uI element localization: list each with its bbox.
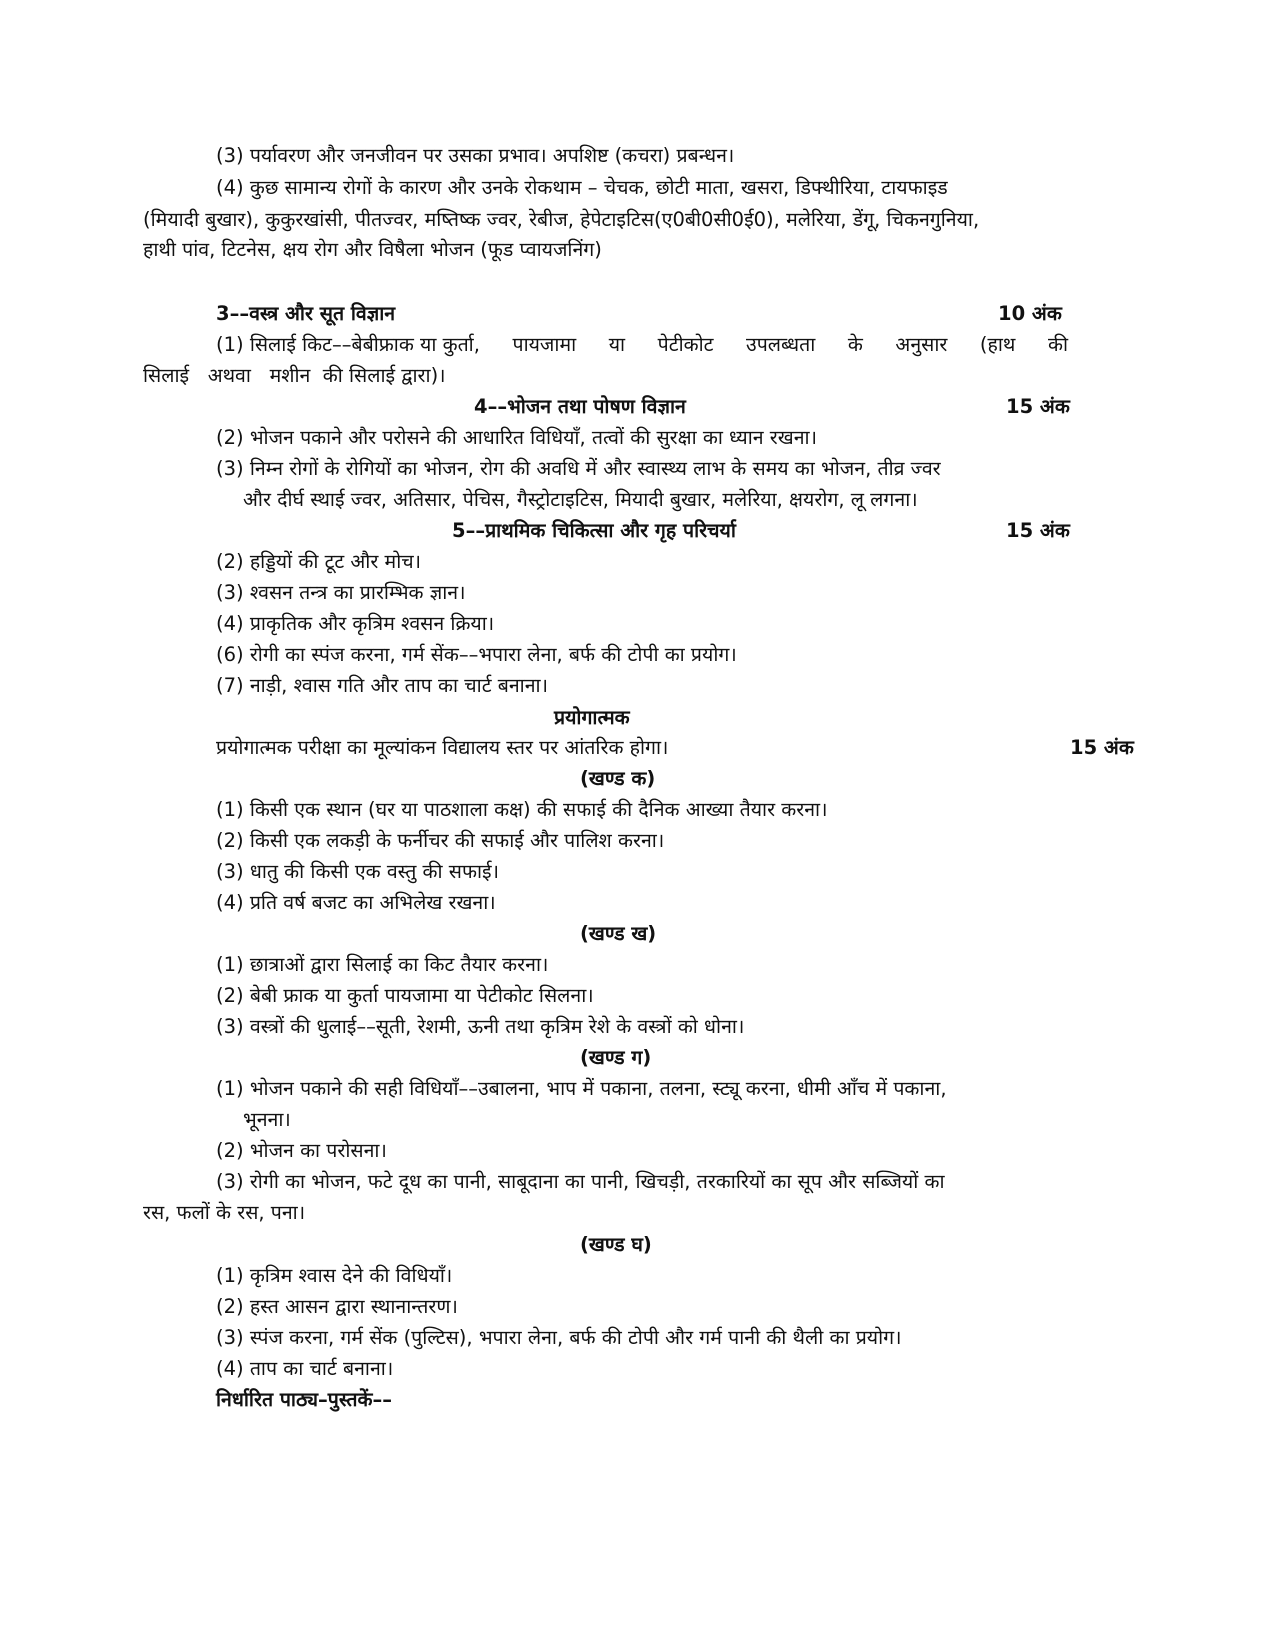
sec4-item-3-line2: और दीर्घ स्थाई ज्वर, अतिसार, पेचिस, गैस्ट्रोटाइटिस, मियादी बुखार, मलेरिया, क्षयरोग, लू लगना। xyxy=(243,488,918,511)
word: (हाथ xyxy=(979,333,1016,356)
word: के xyxy=(847,333,863,356)
sec4-item-2: (2) भोजन पकाने और परोसने की आधारित विधियाँ, तत्वों की सुरक्षा का ध्यान रखना। xyxy=(216,426,817,449)
sec5-item: (4) प्राकृतिक और कृत्रिम श्वसन क्रिया। xyxy=(216,612,495,635)
word: पेटीकोट xyxy=(657,333,714,356)
khand-ga-heading: (खण्ड ग) xyxy=(580,1046,652,1069)
word: मशीन xyxy=(269,364,311,387)
khand-ga-item-2: (2) भोजन का परोसना। xyxy=(216,1139,387,1162)
practical-heading: प्रयोगात्मक xyxy=(554,706,630,729)
khand-gha-item: (3) स्पंज करना, गर्म सेंक (पुल्टिस), भपारा लेना, बर्फ की टोपी और गर्म पानी की थैली का प्रयोग। xyxy=(216,1326,902,1349)
sec5-item: (3) श्वसन तन्त्र का प्रारम्भिक ज्ञान। xyxy=(216,581,466,604)
khand-gha-item: (2) हस्त आसन द्वारा स्थानान्तरण। xyxy=(216,1295,458,1318)
khand-ga-item-3-line2: रस, फलों के रस, पना। xyxy=(143,1201,306,1224)
sec2-item-4-line2: (मियादी बुखार), कुकुरखांसी, पीतज्वर, मष्तिष्क ज्वर, रेबीज, हेपेटाइटिस(ए0बी0सी0ई0), मलेरिया, डेंगू, चिकनगुनिया, xyxy=(143,208,980,231)
practical-marks: 15 अंक xyxy=(1070,736,1134,759)
word: उपलब्धता xyxy=(746,333,816,356)
sec4-item-3-line1: (3) निम्न रोगों के रोगियों का भोजन, रोग की अवधि में और स्वास्थ्य लाभ के समय का भोजन, तीव्र ज्वर xyxy=(216,457,941,480)
sec3-item-1-line2 xyxy=(143,361,446,391)
khand-ka-item: (3) धातु की किसी एक वस्तु की सफाई। xyxy=(216,860,500,883)
sec5-marks: 15 अंक xyxy=(1006,519,1070,542)
khand-gha-item: (4) ताप का चार्ट बनाना। xyxy=(216,1357,394,1380)
khand-kha-item: (3) वस्त्रों की धुलाई––सूती, रेशमी, ऊनी तथा कृत्रिम रेशे के वस्त्रों को धोना। xyxy=(216,1015,745,1038)
practical-note: प्रयोगात्मक परीक्षा का मूल्यांकन विद्यालय स्तर पर आंतरिक होगा। xyxy=(216,736,669,759)
sec5-item: (7) नाड़ी, श्वास गति और ताप का चार्ट बनाना। xyxy=(216,674,548,697)
sec5-item: (2) हड्डियों की टूट और मोच। xyxy=(216,550,422,573)
sec5-item: (6) रोगी का स्पंज करना, गर्म सेंक––भपारा लेना, बर्फ की टोपी का प्रयोग। xyxy=(216,643,737,666)
word: पायजामा xyxy=(512,333,577,356)
khand-ka-item: (2) किसी एक लकड़ी के फर्नीचर की सफाई और पालिश करना। xyxy=(216,829,665,852)
khand-kha-item: (1) छात्राओं द्वारा सिलाई का किट तैयार करना। xyxy=(216,953,549,976)
word: की सिलाई द्वारा)। xyxy=(322,364,446,387)
word: अनुसार xyxy=(895,333,948,356)
khand-gha-item: (1) कृत्रिम श्वास देने की विधियाँ। xyxy=(216,1264,453,1287)
word: अथवा xyxy=(207,364,251,387)
word: (1) सिलाई किट––बेबीफ्राक या कुर्ता, xyxy=(216,333,480,356)
word: सिलाई xyxy=(143,364,190,387)
sec2-item-3: (3) पर्यावरण और जनजीवन पर उसका प्रभाव। अपशिष्ट (कचरा) प्रबन्धन। xyxy=(216,144,735,167)
khand-kha-heading: (खण्ड ख) xyxy=(580,922,657,945)
sec5-heading: 5––प्राथमिक चिकित्सा और गृह परिचर्या xyxy=(452,519,736,542)
textbooks-heading: निर्धारित पाठ्य–पुस्तकें–– xyxy=(216,1388,392,1411)
khand-ga-item-3-line1: (3) रोगी का भोजन, फटे दूध का पानी, साबूदाना का पानी, खिचड़ी, तरकारियों का सूप और सब्जियों का xyxy=(216,1170,945,1193)
khand-ka-item: (4) प्रति वर्ष बजट का अभिलेख रखना। xyxy=(216,891,496,914)
khand-kha-item: (2) बेबी फ्राक या कुर्ता पायजामा या पेटीकोट सिलना। xyxy=(216,984,594,1007)
khand-ga-item-1-line2: भूनना। xyxy=(243,1108,291,1131)
sec4-marks: 15 अंक xyxy=(1006,395,1070,418)
khand-ka-heading: (खण्ड क) xyxy=(580,767,656,790)
word: की xyxy=(1047,333,1068,356)
khand-ga-item-1-line1: (1) भोजन पकाने की सही विधियाँ––उबालना, भाप में पकाना, तलना, स्ट्यू करना, धीमी आँच में पकाना, xyxy=(216,1077,947,1100)
sec4-heading: 4––भोजन तथा पोषण विज्ञान xyxy=(474,395,686,418)
word: या xyxy=(608,333,626,356)
khand-ka-item: (1) किसी एक स्थान (घर या पाठशाला कक्ष) की सफाई की दैनिक आख्या तैयार करना। xyxy=(216,798,828,821)
sec3-heading: 3––वस्त्र और सूत विज्ञान xyxy=(216,302,396,325)
sec2-item-4-line1: (4) कुछ सामान्य रोगों के कारण और उनके रोकथाम – चेचक, छोटी माता, खसरा, डिफ्थीरिया, टायफाइड xyxy=(216,176,948,199)
sec3-marks: 10 अंक xyxy=(998,302,1062,325)
sec3-item-1-line1 xyxy=(216,330,1068,360)
khand-gha-heading: (खण्ड घ) xyxy=(580,1233,652,1256)
sec2-item-4-line3: हाथी पांव, टिटनेस, क्षय रोग और विषैला भोजन (फूड प्वायजनिंग) xyxy=(143,238,602,261)
